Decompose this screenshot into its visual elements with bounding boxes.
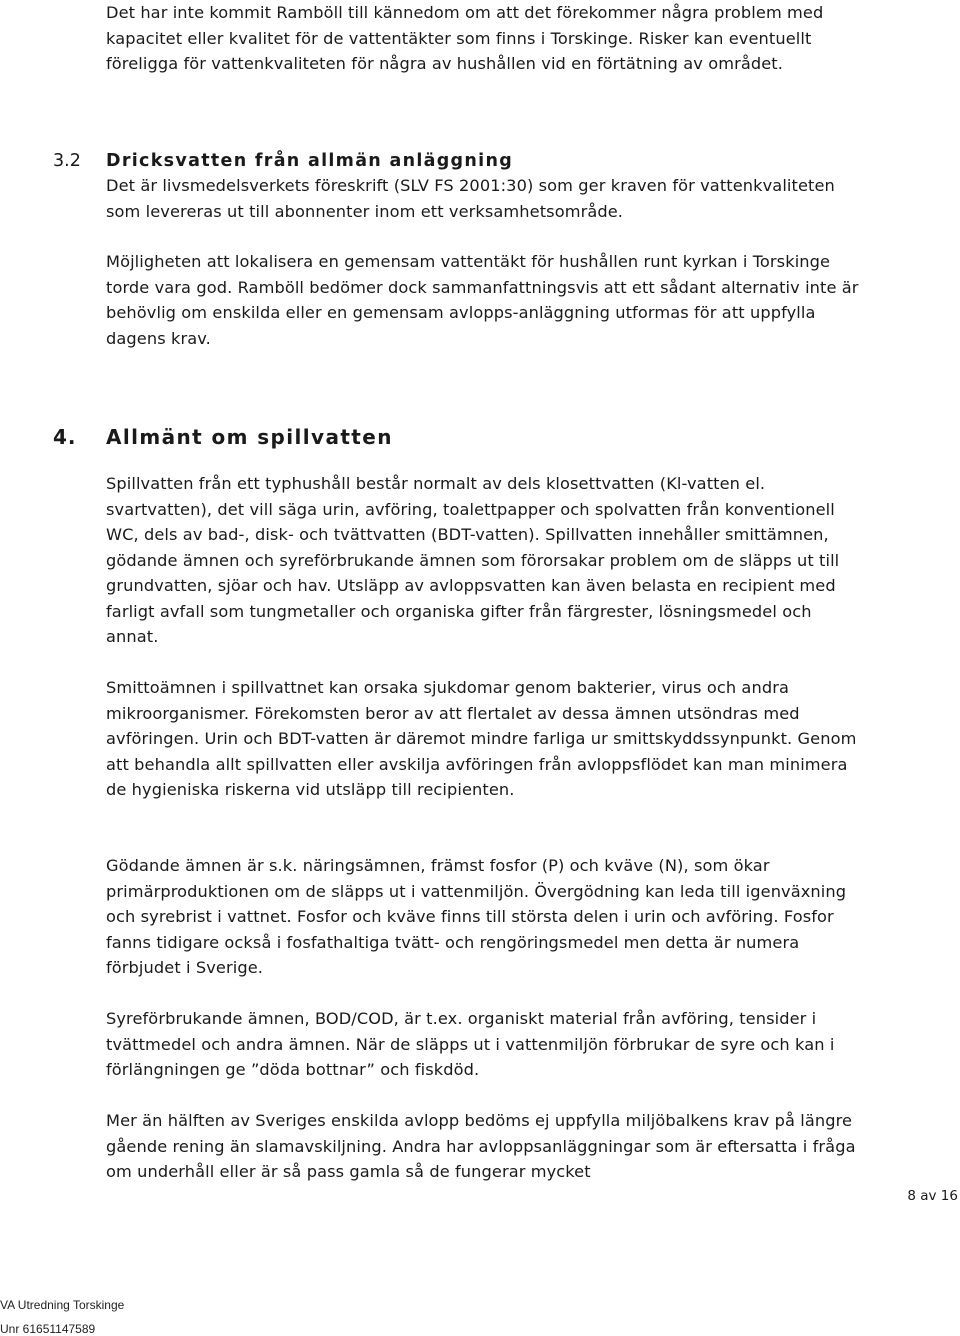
section-3-2-number: 3.2 (53, 151, 81, 171)
section-4-paragraph-1: Spillvatten från ett typhushåll består normalt av dels klosettvatten (Kl-vatten el. svartvatten), det vill säga urin, avföring, toalettpapper och spolvatten från konventionell WC, dels av bad-, disk- och tvättvatten (BDT-vatten). Spillvatten innehåller smittämnen, gödande ämnen och syreförbrukande ämnen som förorsakar problem om de släpps ut till grundvatten, sjöar och hav. Utsläpp av avloppsvatten kan även belasta en recipient med farligt avfall som tungmetaller och organiska gifter från färgrester, lösningsmedel och annat. (106, 474, 840, 646)
intro-paragraph: Det har inte kommit Ramböll till kännedom om att det förekommer några problem med kapacitet eller kvalitet för de vattentäkter som finns i Torskinge. Risker kan eventuellt föreligga för vattenkvaliteten för några av hushållen vid en förtätning av området. (106, 3, 824, 73)
section-4-number: 4. (53, 425, 77, 449)
section-4-paragraph-2: Smittoämnen i spillvattnet kan orsaka sjukdomar genom bakterier, virus och andra mikroorganismer. Förekomsten beror av att flertalet av dessa ämnen utsöndras med avföringen. Urin och BDT-vatten är däremot mindre farliga ur smittskyddssynpunkt. Genom att behandla allt spillvatten eller avskilja avföringen från avloppsflödet kan man minimera de hygieniska riskerna vid utsläpp till recipienten. (106, 678, 857, 799)
footer-document-title: VA Utredning Torskinge (0, 1298, 125, 1312)
footer-document-number: Unr 61651147589 (0, 1322, 96, 1336)
section-3-2-paragraph-1: Det är livsmedelsverkets föreskrift (SLV FS 2001:30) som ger kraven för vattenkvaliteten som levereras ut till abonnenter inom ett verksamhetsområde. (106, 176, 835, 221)
page-number: 8 av 16 (907, 1188, 958, 1204)
section-4-paragraph-5: Mer än hälften av Sveriges enskilda avlopp bedöms ej uppfylla miljöbalkens krav på längre gående rening än slamavskiljning. Andra har avloppsanläggningar som är eftersatta i fråga om underhåll eller är så pass gamla så de fungerar mycket (106, 1111, 856, 1181)
section-3-2-title: Dricksvatten från allmän anläggning (106, 151, 514, 171)
section-4-paragraph-3: Gödande ämnen är s.k. näringsämnen, främst fosfor (P) och kväve (N), som ökar primärproduktionen om de släpps ut i vattenmiljön. Övergödning kan leda till igenväxning och syrebrist i vattnet. Fosfor och kväve finns till största delen i urin och avföring. Fosfor fanns tidigare också i fosfathaltiga tvätt- och rengöringsmedel men detta är numera förbjudet i Sverige. (106, 856, 847, 977)
section-3-2-paragraph-2: Möjligheten att lokalisera en gemensam vattentäkt för hushållen runt kyrkan i Torskinge torde vara god. Ramböll bedömer dock sammanfattningsvis att ett sådant alternativ inte är behövlig om enskilda eller en gemensam avlopps-anläggning utformas för att uppfylla dagens krav. (106, 252, 859, 348)
section-4-paragraph-4: Syreförbrukande ämnen, BOD/COD, är t.ex. organiskt material från avföring, tensider i tvättmedel och andra ämnen. När de släpps ut i vattenmiljön förbrukar de syre och kan i förlängningen ge ”döda bottnar” och fiskdöd. (106, 1009, 835, 1079)
section-4-title: Allmänt om spillvatten (106, 425, 393, 449)
